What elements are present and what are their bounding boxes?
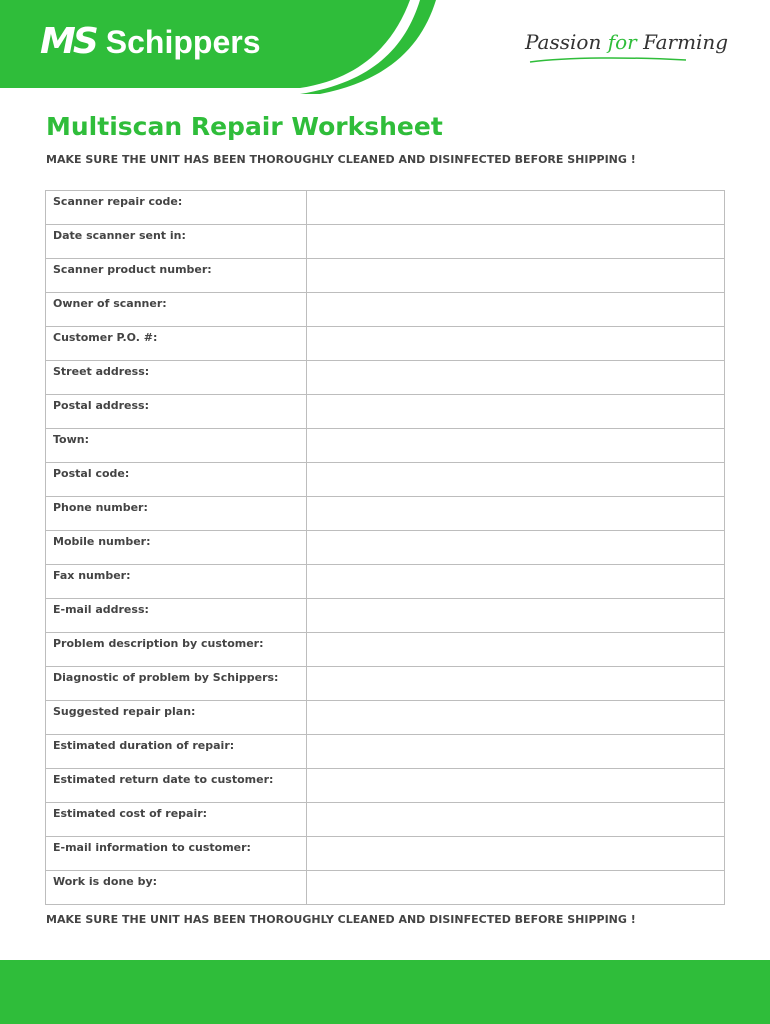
form-field-value[interactable] [307,259,725,293]
form-field-value[interactable] [307,735,725,769]
form-row [46,701,725,735]
form-field-value[interactable] [307,429,725,463]
form-field-value[interactable] [307,599,725,633]
form-field-label: Diagnostic of problem by Schippers: [46,667,307,701]
form-field-value[interactable] [307,701,725,735]
tagline-underline-swoosh [528,56,688,64]
form-row [46,803,725,837]
form-field-label: Estimated return date to customer: [46,769,307,803]
form-row [46,871,725,905]
cleaning-warning-bottom: MAKE SURE THE UNIT HAS BEEN THOROUGHLY CLEANED AND DISINFECTED BEFORE SHIPPING ! [46,913,636,926]
form-row [46,463,725,497]
form-field-label: Postal address: [46,395,307,429]
form-row [46,429,725,463]
page-title: Multiscan Repair Worksheet [46,112,443,141]
form-row [46,667,725,701]
form-row [46,191,725,225]
form-field-value[interactable] [307,531,725,565]
form-row [46,327,725,361]
form-row [46,837,725,871]
form-field-label: Customer P.O. #: [46,327,307,361]
cleaning-warning-top: MAKE SURE THE UNIT HAS BEEN THOROUGHLY CLEANED AND DISINFECTED BEFORE SHIPPING ! [46,153,636,166]
form-field-value[interactable] [307,225,725,259]
form-row [46,531,725,565]
form-field-label: Street address: [46,361,307,395]
form-row [46,361,725,395]
tagline-word-3: Farming [643,30,729,54]
form-field-label: Mobile number: [46,531,307,565]
form-field-label: Estimated cost of repair: [46,803,307,837]
form-field-value[interactable] [307,463,725,497]
form-field-label: Problem description by customer: [46,633,307,667]
footer-band [0,960,770,1024]
form-field-value[interactable] [307,803,725,837]
company-logo [40,21,261,62]
form-field-label: Scanner repair code: [46,191,307,225]
form-row [46,735,725,769]
form-field-value[interactable] [307,565,725,599]
repair-form-body [46,191,725,905]
form-field-label: Postal code: [46,463,307,497]
form-field-label: Estimated duration of repair: [46,735,307,769]
form-field-value[interactable] [307,871,725,905]
tagline [525,30,728,54]
form-field-value[interactable] [307,361,725,395]
form-field-label: Scanner product number: [46,259,307,293]
form-row [46,395,725,429]
form-field-value[interactable] [307,837,725,871]
logo-brand-name: Schippers [105,24,261,60]
form-row [46,769,725,803]
form-field-value[interactable] [307,667,725,701]
form-row [46,599,725,633]
form-row [46,293,725,327]
form-row [46,497,725,531]
form-field-label: Suggested repair plan: [46,701,307,735]
form-field-value[interactable] [307,769,725,803]
form-field-label: Date scanner sent in: [46,225,307,259]
tagline-word-1: Passion [525,30,602,54]
repair-form-table [45,190,725,905]
form-field-label: Work is done by: [46,871,307,905]
form-field-label: E-mail address: [46,599,307,633]
form-field-label: E-mail information to customer: [46,837,307,871]
form-field-label: Town: [46,429,307,463]
form-field-label: Owner of scanner: [46,293,307,327]
tagline-word-2: for [607,30,637,54]
form-field-value[interactable] [307,497,725,531]
form-row [46,225,725,259]
form-row [46,633,725,667]
form-field-value[interactable] [307,395,725,429]
form-field-label: Phone number: [46,497,307,531]
form-field-value[interactable] [307,633,725,667]
form-row [46,565,725,599]
form-row [46,259,725,293]
form-field-label: Fax number: [46,565,307,599]
form-field-value[interactable] [307,327,725,361]
logo-mark: MS [40,21,96,62]
form-field-value[interactable] [307,191,725,225]
form-field-value[interactable] [307,293,725,327]
